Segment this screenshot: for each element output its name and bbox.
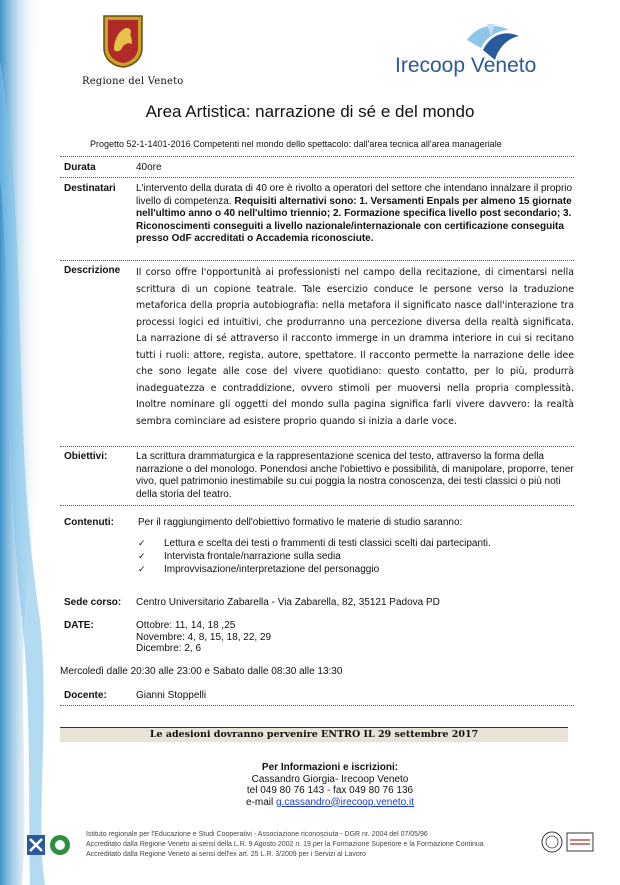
- project-line: Progetto 52-1-1401-2016 Competenti nel mondo dello spettacolo: dall'area tecnica all'area manageriale: [90, 139, 502, 149]
- irecoop-logo: [395, 26, 570, 86]
- email-link[interactable]: g.cassandro@irecoop.veneto.it: [276, 796, 415, 808]
- irecoop-brand-text: Irecoop Veneto: [395, 54, 537, 77]
- destinatari-requisiti: Requisiti alternativi sono: 1. Versamenti Enpals per almeno 15 giornate nell'ultimo anno o 40 nell'ultimo triennio; 2. Formazione specifica livello post secondario; 3. Riconoscimenti conseguiti a livello nazionale/internazionale con certificazione conseguita presso OdF accreditati o Accademia riconosciute.: [136, 195, 572, 244]
- date-dicembre: Dicembre: 2, 6: [136, 643, 202, 654]
- durata-label: Durata: [64, 162, 96, 173]
- regione-veneto-text: Regione del Veneto: [82, 76, 184, 87]
- lion-shield-icon: [102, 14, 144, 68]
- info-email-line: [200, 797, 460, 809]
- divider: [60, 156, 574, 157]
- footer-line: Istituto regionale per l'Educazione e Studi Cooperativi - Associazione riconosciuta - DGR nr. 2004 del 07/05/96: [86, 831, 428, 838]
- certification-seals-icon: [540, 828, 596, 858]
- info-contact: Cassandro Giorgia- Irecoop Veneto: [251, 773, 409, 785]
- sede-value: Centro Universitario Zabarella - Via Zabarella, 82, 35121 Padova PD: [136, 597, 440, 608]
- deadline-banner: Le adesioni dovranno pervenire ENTRO IL 29 settembre 2017: [60, 727, 568, 742]
- contenuti-intro: Per il raggiungimento dell'obiettivo formativo le materie di studio saranno:: [138, 517, 463, 528]
- date-ottobre: Ottobre: 11, 14, 18 ,25: [136, 620, 236, 631]
- destinatari-label: Destinatari: [64, 183, 116, 194]
- destinatari-intro: L'intervento della durata di 40 ore è rivolto a operatori del settore che intendano innalzare il proprio livello di competenza.: [136, 183, 573, 207]
- destinatari-text: [136, 183, 574, 246]
- email-label: e-mail: [245, 796, 276, 808]
- regione-veneto-logo: [82, 14, 184, 87]
- date-novembre: Novembre: 4, 8, 15, 18, 22, 29: [136, 631, 272, 643]
- decorative-swoosh: [0, 0, 70, 885]
- footer-text: [86, 830, 484, 860]
- durata-value: 40ore: [136, 162, 162, 173]
- divider: [60, 446, 574, 447]
- contenuti-list: [138, 537, 491, 576]
- sede-label: Sede corso:: [64, 597, 122, 608]
- orario-text: Mercoledì dalle 20:30 alle 23:00 e Sabato dalle 08:30 alle 13:30: [60, 666, 343, 677]
- divider: [60, 260, 574, 261]
- list-item: ✓ Lettura e scelta dei testi o frammenti di testi classici scelti dai partecipanti.: [138, 537, 491, 550]
- info-heading: Per Informazioni e iscrizioni:: [261, 762, 399, 773]
- footer-left-logos-icon: [26, 833, 74, 857]
- obiettivi-text: La scrittura drammaturgica e la rappresentazione scenica del testo, attraverso la forma della narrazione o del monologo. Ponendosi anche l'obiettivo e possibilità, di manipolare, proporre, tener vivo, quel patrimonio inestimabile su cui poggia la nostra conoscenza, dei testi classici o più noti della storia del teatro.: [136, 451, 574, 500]
- docente-value: Gianni Stoppelli: [136, 690, 207, 701]
- descrizione-label: Descrizione: [64, 265, 121, 276]
- info-tel: tel 049 80 76 143 - fax 049 80 76 136: [246, 785, 414, 796]
- page-title: Area Artistica: narrazione di sé e del mondo: [145, 102, 475, 121]
- list-item: ✓ Improvvisazione/interpretazione del personaggio: [138, 563, 491, 576]
- divider: [60, 705, 574, 706]
- info-block: [200, 762, 460, 808]
- date-label: DATE:: [64, 620, 94, 631]
- descrizione-text: Il corso offre l'opportunità ai professionisti nel campo della recitazione, di cimentarsi nella scrittura di un copione teatrale. Tale esercizio conduce le persone verso la traduzione metaforica della propria autobiografia: nella metafora il significato nasce dall'interazione tra processi logici ed intuitivi, che produrranno una percezione diversa della realtà significata. La narrazione di sé attraverso il racconto immerge in un dramma interiore in cui si recitano tutti i ruoli: attore, regista, autore, spettatore. Il racconto permette la narrazione delle idee che sono legate alle cose del vivere quotidiano: questo contatto, per lo più, produrrà inadeguatezza e contraddizione, ovvero stimoli per muoversi nella propria complessità. Inoltre nominare gli oggetti del mondo sulla pagina significa farli vivere davvero: la realtà sembra cominciare ad esistere proprio quando si inizia a darle voce.: [136, 267, 574, 427]
- obiettivi-label: Obiettivi:: [64, 451, 108, 462]
- docente-label: Docente:: [64, 690, 107, 701]
- divider: [60, 177, 574, 178]
- date-values: [136, 620, 574, 655]
- list-item: ✓ Intervista frontale/narrazione sulla sedia: [138, 550, 491, 563]
- divider: [60, 505, 574, 506]
- footer-line: Accreditato dalla Regione Veneto ai sensi dell'ex art. 25 L.R. 3/2009 per i Servizi al Lavoro: [86, 851, 366, 858]
- footer-line: Accreditato dalla Regione Veneto ai sensi della L.R. 9 Agosto 2002 n. 19 per la Formazione Superiore e la Formazione Continua: [86, 841, 484, 848]
- contenuti-label: Contenuti:: [64, 517, 114, 528]
